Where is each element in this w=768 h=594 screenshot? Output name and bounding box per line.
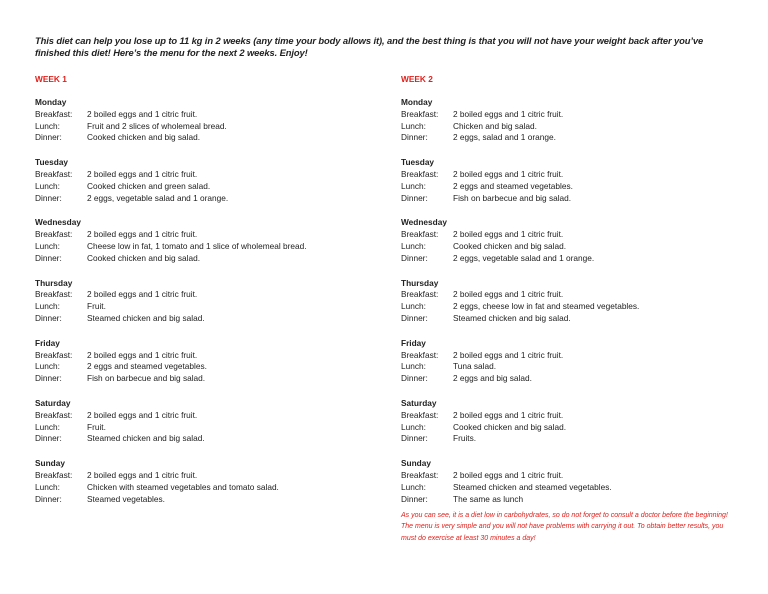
breakfast-label: Breakfast: <box>35 108 73 119</box>
lunch-row <box>35 422 375 434</box>
day-block <box>401 338 741 385</box>
breakfast-value: 2 boiled eggs and 1 citric fruit. <box>87 289 198 300</box>
dinner-row <box>401 132 741 144</box>
breakfast-label: Breakfast: <box>35 469 73 480</box>
dinner-row <box>401 193 741 205</box>
dinner-row <box>35 494 375 506</box>
day-block <box>401 157 741 204</box>
dinner-value: Cooked chicken and big salad. <box>87 252 201 263</box>
day-block <box>35 458 375 505</box>
lunch-label: Lunch: <box>401 240 426 251</box>
dinner-value: 2 eggs, vegetable salad and 1 orange. <box>87 192 229 203</box>
dinner-label: Dinner: <box>35 132 62 143</box>
day-block <box>401 217 741 264</box>
lunch-label: Lunch: <box>35 120 60 131</box>
lunch-row <box>35 361 375 373</box>
day-name: Monday <box>35 97 67 107</box>
week-1-column <box>35 74 375 518</box>
dinner-value: Steamed chicken and big salad. <box>87 312 205 323</box>
breakfast-value: 2 boiled eggs and 1 citric fruit. <box>87 349 198 360</box>
dinner-label: Dinner: <box>35 252 62 263</box>
breakfast-value: 2 boiled eggs and 1 citric fruit. <box>87 108 198 119</box>
breakfast-label: Breakfast: <box>401 289 439 300</box>
breakfast-value: 2 boiled eggs and 1 citric fruit. <box>453 289 564 300</box>
lunch-row <box>35 301 375 313</box>
dinner-value: Fruits. <box>453 433 477 444</box>
dinner-label: Dinner: <box>401 433 428 444</box>
lunch-value: Fruit. <box>87 421 106 432</box>
breakfast-value: 2 boiled eggs and 1 citric fruit. <box>453 349 564 360</box>
lunch-label: Lunch: <box>401 180 426 191</box>
dinner-value: Fish on barbecue and big salad. <box>453 192 572 203</box>
lunch-row <box>401 482 741 494</box>
week-title: WEEK 1 <box>35 74 67 84</box>
day-block <box>401 398 741 445</box>
lunch-value: Cheese low in fat, 1 tomato and 1 slice of wholemeal bread. <box>87 240 307 251</box>
breakfast-value: 2 boiled eggs and 1 citric fruit. <box>87 168 198 179</box>
dinner-row <box>401 373 741 385</box>
breakfast-label: Breakfast: <box>35 349 73 360</box>
lunch-value: 2 eggs, cheese low in fat and steamed vegetables. <box>453 301 640 312</box>
breakfast-row <box>35 470 375 482</box>
dinner-row <box>401 433 741 445</box>
breakfast-label: Breakfast: <box>401 229 439 240</box>
dinner-row <box>35 253 375 265</box>
lunch-row <box>35 482 375 494</box>
breakfast-row <box>401 470 741 482</box>
lunch-label: Lunch: <box>35 240 60 251</box>
lunch-row <box>401 241 741 253</box>
week-title: WEEK 2 <box>401 74 433 84</box>
breakfast-value: 2 boiled eggs and 1 citric fruit. <box>453 229 564 240</box>
day-block <box>35 217 375 264</box>
day-name: Thursday <box>401 277 439 288</box>
breakfast-row <box>401 289 741 301</box>
breakfast-label: Breakfast: <box>35 409 73 420</box>
breakfast-label: Breakfast: <box>401 409 439 420</box>
lunch-value: Steamed chicken and steamed vegetables. <box>453 481 612 492</box>
lunch-row <box>401 121 741 133</box>
breakfast-value: 2 boiled eggs and 1 citric fruit. <box>453 168 564 179</box>
breakfast-label: Breakfast: <box>35 229 73 240</box>
dinner-value: Steamed chicken and big salad. <box>87 433 205 444</box>
dinner-label: Dinner: <box>401 373 428 384</box>
lunch-row <box>401 301 741 313</box>
lunch-label: Lunch: <box>35 301 60 312</box>
dinner-value: Cooked chicken and big salad. <box>87 132 201 143</box>
lunch-value: Cooked chicken and big salad. <box>453 240 567 251</box>
lunch-row <box>35 121 375 133</box>
dinner-value: 2 eggs, vegetable salad and 1 orange. <box>453 252 595 263</box>
day-block <box>35 97 375 144</box>
breakfast-label: Breakfast: <box>35 289 73 300</box>
breakfast-row <box>35 410 375 422</box>
dinner-row <box>35 373 375 385</box>
day-name: Sunday <box>401 458 431 469</box>
breakfast-label: Breakfast: <box>401 349 439 360</box>
breakfast-row <box>35 289 375 301</box>
day-name: Wednesday <box>401 217 447 228</box>
dinner-row <box>401 494 741 506</box>
lunch-value: Chicken and big salad. <box>453 120 537 131</box>
day-name: Friday <box>401 337 426 348</box>
lunch-label: Lunch: <box>401 361 426 372</box>
lunch-value: Cooked chicken and big salad. <box>453 421 567 432</box>
day-list <box>35 97 375 505</box>
lunch-label: Lunch: <box>401 301 426 312</box>
dinner-value: 2 eggs and big salad. <box>453 373 532 384</box>
dinner-label: Dinner: <box>401 252 428 263</box>
breakfast-value: 2 boiled eggs and 1 citric fruit. <box>453 469 564 480</box>
dinner-label: Dinner: <box>401 132 428 143</box>
breakfast-row <box>401 169 741 181</box>
breakfast-value: 2 boiled eggs and 1 citric fruit. <box>453 108 564 119</box>
lunch-row <box>35 181 375 193</box>
lunch-value: Fruit and 2 slices of wholemeal bread. <box>87 120 227 131</box>
breakfast-value: 2 boiled eggs and 1 citric fruit. <box>87 229 198 240</box>
breakfast-label: Breakfast: <box>401 168 439 179</box>
day-list <box>401 97 741 505</box>
lunch-label: Lunch: <box>401 120 426 131</box>
lunch-label: Lunch: <box>35 481 60 492</box>
lunch-label: Lunch: <box>35 361 60 372</box>
lunch-value: Cooked chicken and green salad. <box>87 180 211 191</box>
dinner-label: Dinner: <box>401 312 428 323</box>
lunch-value: Chicken with steamed vegetables and tomato salad. <box>87 481 279 492</box>
breakfast-row <box>35 169 375 181</box>
dinner-label: Dinner: <box>35 433 62 444</box>
day-name: Saturday <box>35 397 71 408</box>
lunch-label: Lunch: <box>35 180 60 191</box>
lunch-value: 2 eggs and steamed vegetables. <box>87 361 207 372</box>
dinner-label: Dinner: <box>35 493 62 504</box>
breakfast-row <box>35 109 375 121</box>
dinner-label: Dinner: <box>35 312 62 323</box>
day-block <box>35 157 375 204</box>
lunch-row <box>35 241 375 253</box>
day-name: Wednesday <box>35 217 81 228</box>
dinner-value: The same as lunch <box>453 493 524 504</box>
day-name: Thursday <box>35 277 73 288</box>
dinner-row <box>35 193 375 205</box>
lunch-row <box>401 361 741 373</box>
lunch-row <box>401 422 741 434</box>
dinner-row <box>35 433 375 445</box>
dinner-value: Fish on barbecue and big salad. <box>87 373 206 384</box>
breakfast-row <box>401 229 741 241</box>
dinner-value: Steamed chicken and big salad. <box>453 312 571 323</box>
day-block <box>401 278 741 325</box>
day-name: Monday <box>401 97 433 107</box>
dinner-label: Dinner: <box>35 192 62 203</box>
day-name: Tuesday <box>35 157 69 168</box>
breakfast-label: Breakfast: <box>401 108 439 119</box>
day-block <box>35 398 375 445</box>
breakfast-value: 2 boiled eggs and 1 citric fruit. <box>453 409 564 420</box>
intro-paragraph: This diet can help you lose up to 11 kg in 2 weeks (any time your body allows it), and the best thing is that you will not have your weight back after you’ve finished this diet! Here’s the menu for the next 2 weeks. Enjoy! <box>35 35 704 59</box>
lunch-label: Lunch: <box>401 481 426 492</box>
day-name: Friday <box>35 337 60 348</box>
breakfast-value: 2 boiled eggs and 1 citric fruit. <box>87 409 198 420</box>
day-block <box>401 97 741 144</box>
day-name: Sunday <box>35 458 65 469</box>
breakfast-row <box>401 109 741 121</box>
dinner-row <box>401 253 741 265</box>
breakfast-row <box>401 350 741 362</box>
breakfast-label: Breakfast: <box>35 168 73 179</box>
dinner-row <box>35 313 375 325</box>
dinner-label: Dinner: <box>401 493 428 504</box>
day-block <box>401 458 741 505</box>
diet-note: As you can see, it is a diet low in carbohydrates, so do not forget to consult a doctor before the beginning! The menu is very simple and you will not have problems with carrying it out. To obtain better results, you must do exercise at least 30 minutes a day! <box>401 512 728 542</box>
dinner-label: Dinner: <box>35 373 62 384</box>
breakfast-row <box>401 410 741 422</box>
day-block <box>35 278 375 325</box>
lunch-value: 2 eggs and steamed vegetables. <box>453 180 573 191</box>
breakfast-value: 2 boiled eggs and 1 citric fruit. <box>87 469 198 480</box>
dinner-value: 2 eggs, salad and 1 orange. <box>453 132 556 143</box>
week-2-column <box>401 74 741 518</box>
day-name: Tuesday <box>401 157 435 168</box>
day-block <box>35 338 375 385</box>
dinner-value: Steamed vegetables. <box>87 493 165 504</box>
day-name: Saturday <box>401 397 437 408</box>
lunch-value: Tuna salad. <box>453 361 497 372</box>
lunch-label: Lunch: <box>401 421 426 432</box>
breakfast-row <box>35 229 375 241</box>
dinner-row <box>35 132 375 144</box>
dinner-label: Dinner: <box>401 192 428 203</box>
breakfast-row <box>35 350 375 362</box>
lunch-label: Lunch: <box>35 421 60 432</box>
breakfast-label: Breakfast: <box>401 469 439 480</box>
lunch-row <box>401 181 741 193</box>
lunch-value: Fruit. <box>87 301 106 312</box>
dinner-row <box>401 313 741 325</box>
